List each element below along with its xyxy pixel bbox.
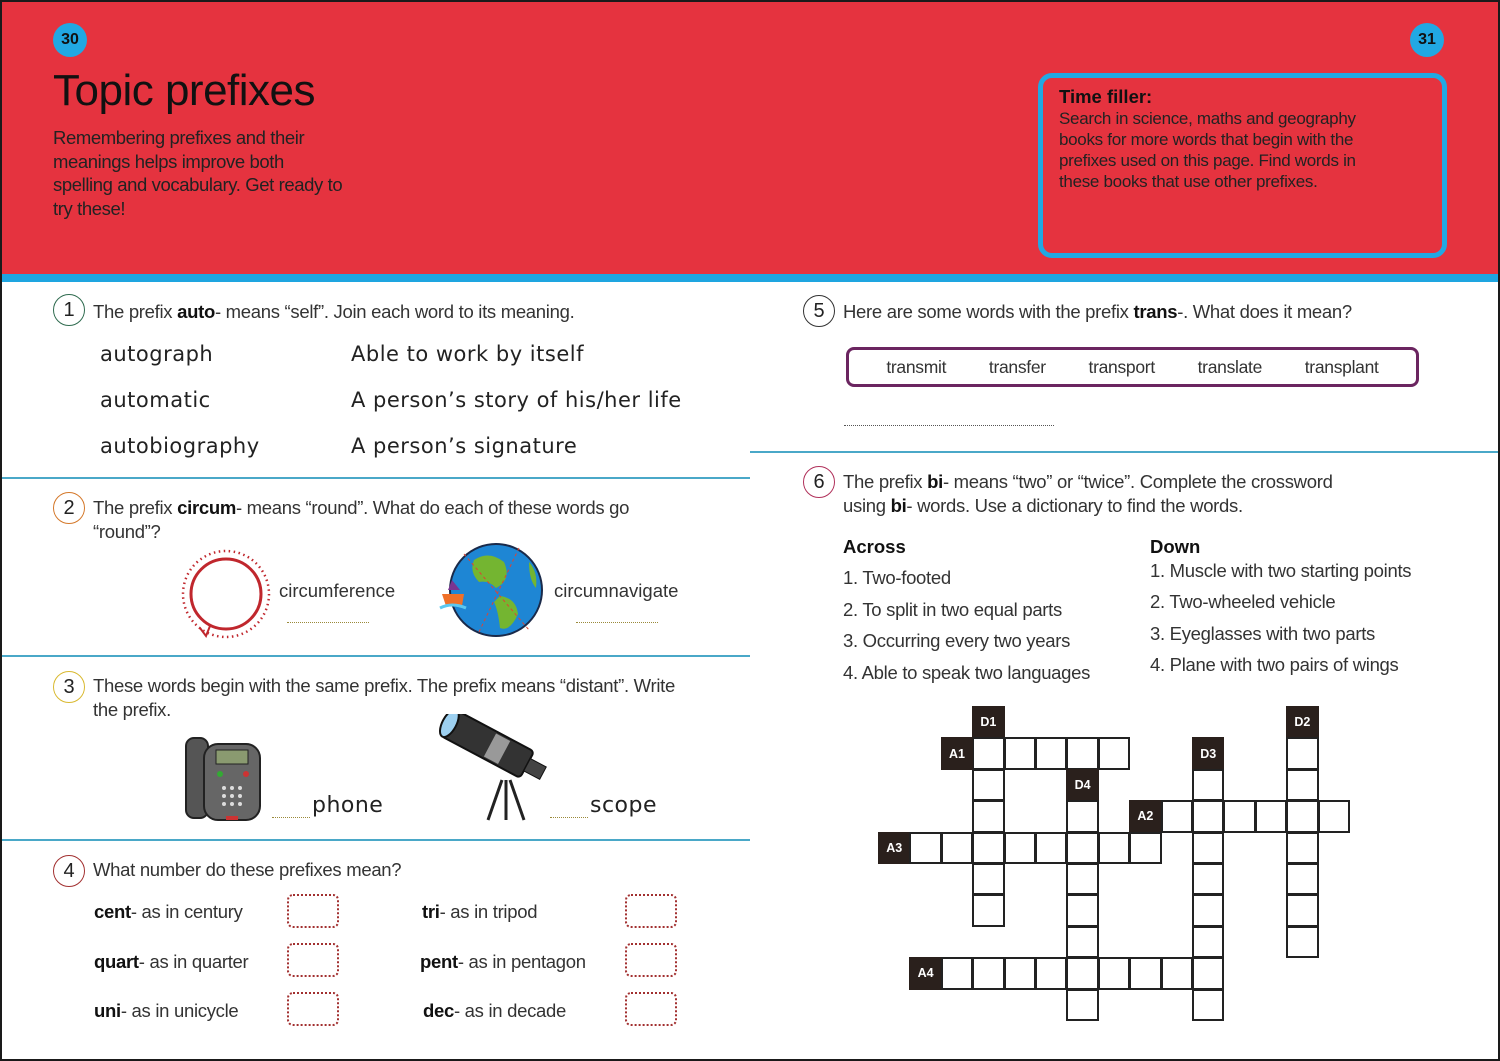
crossword-cell[interactable] <box>972 800 1004 832</box>
example-text: - as in quarter <box>138 951 249 972</box>
prefix-bold: trans <box>1133 301 1178 322</box>
header-stripe <box>2 274 1498 282</box>
down-clue-3: 3. Eyeglasses with two parts <box>1150 623 1376 644</box>
prefix-item-pent <box>420 950 586 974</box>
question-number-5: 5 <box>803 295 835 327</box>
crossword-cell[interactable] <box>1066 926 1098 958</box>
word-automatic[interactable]: automatic <box>100 388 211 412</box>
meaning-1[interactable]: Able to work by itself <box>351 342 584 366</box>
workbook-spread <box>2 2 1498 1059</box>
trans-word: transport <box>1088 356 1155 377</box>
across-clue-2: 2. To split in two equal parts <box>843 599 1062 620</box>
crossword-cell[interactable] <box>1066 894 1098 926</box>
crossword-label-d3: D3 <box>1192 737 1224 769</box>
example-text: - as in decade <box>453 1000 566 1021</box>
down-heading: Down <box>1150 536 1201 557</box>
prefix-bold: circum <box>177 497 236 518</box>
prefix-item-tri <box>422 900 537 924</box>
prefix-bold: bi <box>927 471 943 492</box>
crossword-cell[interactable] <box>1286 832 1318 864</box>
crossword-cell[interactable] <box>972 957 1004 989</box>
crossword-cell[interactable] <box>1286 894 1318 926</box>
crossword-cell[interactable] <box>1192 863 1224 895</box>
crossword-cell[interactable] <box>1035 957 1067 989</box>
crossword-label-d4: D4 <box>1066 769 1098 801</box>
crossword-cell[interactable] <box>1129 832 1161 864</box>
across-heading: Across <box>843 536 906 557</box>
trans-word: transmit <box>886 356 947 377</box>
prefix-item-uni <box>94 999 238 1023</box>
crossword-cell[interactable] <box>1286 769 1318 801</box>
prompt-text: The prefix <box>93 497 178 518</box>
example-text: - as in pentagon <box>457 951 586 972</box>
prompt-text: - means “self”. Join each word to its meaning. <box>214 301 575 322</box>
question-number-3: 3 <box>53 671 85 703</box>
question-number-4: 4 <box>53 855 85 887</box>
prompt-text: The prefix <box>843 471 928 492</box>
intro-text: Remembering prefixes and their meanings helps improve both spelling and vocabulary. Get ready to try these! <box>53 127 343 219</box>
answer-box-uni[interactable] <box>287 992 339 1026</box>
down-clue-4: 4. Plane with two pairs of wings <box>1150 654 1399 675</box>
page-title: Topic prefixes <box>53 66 316 115</box>
crossword-label-d2: D2 <box>1286 706 1318 738</box>
question-number-1: 1 <box>53 294 85 326</box>
trans-words-box <box>846 347 1419 387</box>
crossword-cell[interactable] <box>1286 926 1318 958</box>
crossword-cell[interactable] <box>1192 957 1224 989</box>
question-number-2: 2 <box>53 492 85 524</box>
example-text: - as in tripod <box>439 901 538 922</box>
divider <box>2 655 750 657</box>
prefix-bold: pent <box>420 951 458 972</box>
crossword-cell[interactable] <box>1098 737 1130 769</box>
crossword-cell[interactable] <box>1066 737 1098 769</box>
time-filler-title: Time filler: <box>1059 86 1153 107</box>
answer-line-circumnavigate[interactable] <box>576 622 658 623</box>
answer-box-pent[interactable] <box>625 943 677 977</box>
suffix-phone: phone <box>312 793 384 818</box>
crossword-cell[interactable] <box>1255 800 1287 832</box>
crossword-cell[interactable] <box>1129 957 1161 989</box>
crossword-label-d1: D1 <box>972 706 1004 738</box>
crossword-cell[interactable] <box>1066 957 1098 989</box>
prompt-text: - means “round”. What do each of these words go “round”? <box>93 497 630 542</box>
across-clue-3: 3. Occurring every two years <box>843 630 1071 651</box>
answer-line-scope[interactable] <box>550 817 588 818</box>
question-1-prompt <box>93 300 574 324</box>
trans-word: translate <box>1197 356 1263 377</box>
crossword-cell[interactable] <box>1286 800 1318 832</box>
divider <box>2 477 750 479</box>
crossword-cell[interactable] <box>1066 989 1098 1021</box>
example-text: - as in century <box>130 901 243 922</box>
prefix-bold: dec <box>423 1000 454 1021</box>
prefix-item-dec <box>423 999 566 1023</box>
crossword-cell[interactable] <box>1161 957 1193 989</box>
crossword-cell[interactable] <box>1004 737 1036 769</box>
crossword-cell[interactable] <box>972 832 1004 864</box>
crossword-label-a1: A1 <box>941 737 973 769</box>
crossword-cell[interactable] <box>909 832 941 864</box>
crossword-cell[interactable] <box>1223 800 1255 832</box>
prefix-item-quart <box>94 950 248 974</box>
crossword-cell[interactable] <box>1318 800 1350 832</box>
question-5-prompt <box>843 300 1352 324</box>
prompt-text: - words. Use a dictionary to find the words. <box>906 495 1243 516</box>
crossword-cell[interactable] <box>1192 926 1224 958</box>
crossword-cell[interactable] <box>1066 832 1098 864</box>
crossword-cell[interactable] <box>1035 737 1067 769</box>
divider <box>750 451 1498 453</box>
question-4-prompt: What number do these prefixes mean? <box>93 859 402 880</box>
crossword-cell[interactable] <box>1286 863 1318 895</box>
question-number-6: 6 <box>803 466 835 498</box>
page-number-right: 31 <box>1410 23 1444 57</box>
prefix-bold: uni <box>94 1000 121 1021</box>
crossword-cell[interactable] <box>1192 894 1224 926</box>
time-filler-box <box>1038 73 1447 258</box>
crossword-cell[interactable] <box>941 832 973 864</box>
answer-box-cent[interactable] <box>287 894 339 928</box>
prompt-text: The prefix <box>93 301 178 322</box>
prompt-text: - means “two” or “twice”. Complete the crossword <box>942 471 1333 492</box>
word-autobiography[interactable]: autobiography <box>100 434 260 458</box>
crossword-cell[interactable] <box>1192 832 1224 864</box>
answer-box-tri[interactable] <box>625 894 677 928</box>
telescope-icon <box>432 714 558 822</box>
telephone-icon <box>184 736 264 822</box>
meaning-3[interactable]: A person’s signature <box>351 434 578 458</box>
crossword-label-a3: A3 <box>878 832 910 864</box>
prompt-text: -. What does it mean? <box>1177 301 1352 322</box>
prefix-bold: quart <box>94 951 139 972</box>
crossword-cell[interactable] <box>1192 800 1224 832</box>
down-clue-1: 1. Muscle with two starting points <box>1150 560 1412 581</box>
crossword-cell[interactable] <box>1004 832 1036 864</box>
crossword-cell[interactable] <box>972 863 1004 895</box>
crossword-cell[interactable] <box>1066 800 1098 832</box>
prefix-bold: cent <box>94 901 131 922</box>
meaning-2[interactable]: A person’s story of his/her life <box>351 388 682 412</box>
answer-line-circumference[interactable] <box>287 622 369 623</box>
across-clue-1: 1. Two-footed <box>843 567 951 588</box>
time-filler-body: Search in science, maths and geography books for more words that begin with the prefixes used on this page. Find words in these books that use other prefixes. <box>1059 109 1356 191</box>
crossword-cell[interactable] <box>1098 957 1130 989</box>
crossword-cell[interactable] <box>941 957 973 989</box>
question-6-prompt-line2 <box>843 494 1243 518</box>
prompt-text: Here are some words with the prefix <box>843 301 1134 322</box>
prefix-item-cent <box>94 900 243 924</box>
question-6-prompt-line1 <box>843 470 1333 494</box>
crossword-cell[interactable] <box>1192 769 1224 801</box>
answer-box-quart[interactable] <box>287 943 339 977</box>
crossword-cell[interactable] <box>1098 832 1130 864</box>
page-number-left: 30 <box>53 23 87 57</box>
example-text: - as in unicycle <box>120 1000 239 1021</box>
crossword-cell[interactable] <box>1192 989 1224 1021</box>
answer-box-dec[interactable] <box>625 992 677 1026</box>
word-circumference: circumference <box>279 580 396 601</box>
down-clue-2: 2. Two-wheeled vehicle <box>1150 591 1336 612</box>
circle-icon <box>180 546 276 642</box>
trans-word: transplant <box>1304 356 1379 377</box>
suffix-scope: scope <box>590 793 658 818</box>
crossword-cell[interactable] <box>1161 800 1193 832</box>
prefix-bold: tri <box>422 901 440 922</box>
crossword-cell[interactable] <box>972 737 1004 769</box>
crossword-cell[interactable] <box>972 769 1004 801</box>
prompt-text: using <box>843 495 891 516</box>
prefix-bold: auto <box>177 301 215 322</box>
crossword-label-a2: A2 <box>1129 800 1161 832</box>
trans-word: transfer <box>988 356 1046 377</box>
crossword-cell[interactable] <box>972 894 1004 926</box>
crossword-cell[interactable] <box>1004 957 1036 989</box>
crossword-label-a4: A4 <box>909 957 941 989</box>
crossword-cell[interactable] <box>1035 832 1067 864</box>
crossword-cell[interactable] <box>1066 863 1098 895</box>
answer-line-phone[interactable] <box>272 817 310 818</box>
question-2-prompt <box>93 496 673 544</box>
question-3-prompt: These words begin with the same prefix. The prefix means “distant”. Write the prefix. <box>93 675 676 720</box>
divider <box>2 839 750 841</box>
word-autograph[interactable]: autograph <box>100 342 214 366</box>
crossword-cell[interactable] <box>1286 737 1318 769</box>
globe-ship-icon <box>434 540 550 640</box>
word-circumnavigate: circumnavigate <box>554 580 679 601</box>
answer-line-trans[interactable] <box>844 425 1054 426</box>
prefix-bold: bi <box>890 495 907 516</box>
across-clue-4: 4. Able to speak two languages <box>843 662 1091 683</box>
